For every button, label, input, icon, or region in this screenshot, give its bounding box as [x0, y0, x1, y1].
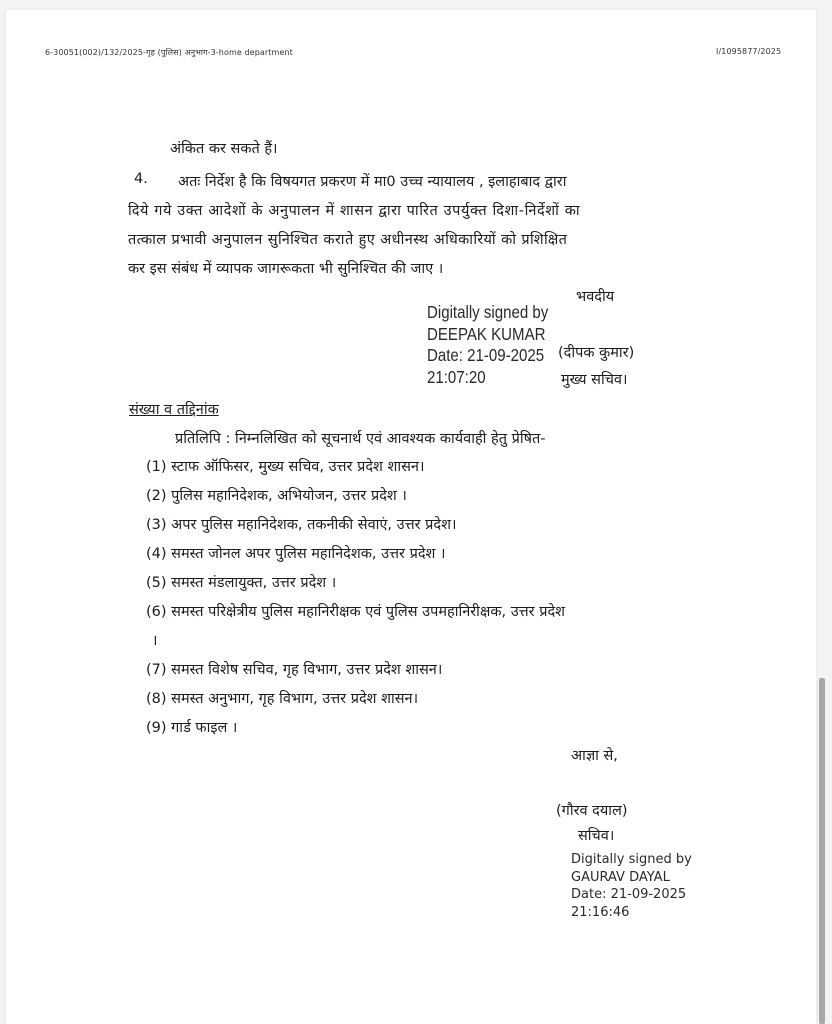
- digital-signature-date: Date: 21-09-2025: [571, 887, 687, 902]
- copy-intro: प्रतिलिपि : निम्नलिखित को सूचनार्थ एवं आवश्यक कार्यवाही हेतु प्रेषित-: [175, 431, 546, 447]
- by-order-text: आज्ञा से,: [571, 748, 618, 764]
- paragraph-line: दिये गये उक्त आदेशों के अनुपालन में शासन द्वारा पारित उपर्युक्त दिशा-निर्देशों का: [128, 203, 581, 219]
- digital-signature-name: GAURAV DAYAL: [571, 869, 670, 885]
- signatory-designation: मुख्य सचिव।: [561, 372, 628, 388]
- paragraph-line: तत्काल प्रभावी अनुपालन सुनिश्चित कराते हुए अधीनस्थ अधिकारियों को प्रशिक्षित: [128, 232, 568, 248]
- digital-signature-name: DEEPAK KUMAR: [427, 323, 546, 344]
- digital-signature-line: Digitally signed by: [571, 852, 692, 867]
- paragraph-line: अतः निर्देश है कि विषयगत प्रकरण में मा0 उच्च न्यायालय , इलाहाबाद द्वारा: [178, 174, 567, 190]
- list-item: (6) समस्त परिक्षेत्रीय पुलिस महानिरीक्षक एवं पुलिस उपमहानिरीक्षक, उत्तर प्रदेश: [146, 604, 566, 620]
- list-item-continuation: ।: [152, 633, 158, 649]
- paragraph-line: कर इस संबंध में व्यापक जागरूकता भी सुनिश्चित की जाए ।: [128, 261, 444, 277]
- vertical-scrollbar[interactable]: [819, 678, 825, 1024]
- list-item: (8) समस्त अनुभाग, गृह विभाग, उत्तर प्रदेश शासन।: [146, 691, 419, 707]
- list-item: (7) समस्त विशेष सचिव, गृह विभाग, उत्तर प्रदेश शासन।: [146, 662, 443, 678]
- closing-salutation: भवदीय: [576, 289, 615, 305]
- signatory-designation: सचिव।: [578, 828, 615, 844]
- list-item: (5) समस्त मंडलायुक्त, उत्तर प्रदेश ।: [146, 575, 337, 591]
- paragraph-number: 4.: [134, 171, 148, 187]
- digital-signature-date: Date: 21-09-2025: [427, 345, 545, 365]
- list-item: (4) समस्त जोनल अपर पुलिस महानिदेशक, उत्तर प्रदेश ।: [146, 546, 446, 562]
- digital-signature-stamp: [571, 851, 692, 921]
- list-item: (9) गार्ड फाइल ।: [146, 720, 238, 736]
- digital-signature-stamp: [427, 302, 548, 388]
- list-item: (2) पुलिस महानिदेशक, अभियोजन, उत्तर प्रदेश ।: [146, 488, 407, 504]
- digital-signature-time: 21:16:46: [571, 904, 630, 920]
- reference-heading: संख्या व तद्दिनांक: [129, 402, 219, 418]
- digital-signature-line: Digitally signed by: [427, 302, 549, 322]
- list-item: (1) स्टाफ ऑफिसर, मुख्य सचिव, उत्तर प्रदेश शासन।: [146, 459, 425, 475]
- signatory-name: (गौरव दयाल): [556, 803, 628, 819]
- digital-signature-time: 21:07:20: [427, 366, 486, 387]
- file-reference-right: I/1095877/2025: [716, 47, 782, 56]
- list-item: (3) अपर पुलिस महानिदेशक, तकनीकी सेवाएं, उत्तर प्रदेश।: [146, 517, 457, 533]
- signatory-name: (दीपक कुमार): [558, 345, 635, 361]
- document-page: [6, 10, 816, 1024]
- file-reference-left: 6-30051(002)/132/2025-गृह (पुलिस) अनुभाग-3-home department: [45, 48, 293, 57]
- continuation-text: अंकित कर सकते हैं।: [170, 141, 278, 157]
